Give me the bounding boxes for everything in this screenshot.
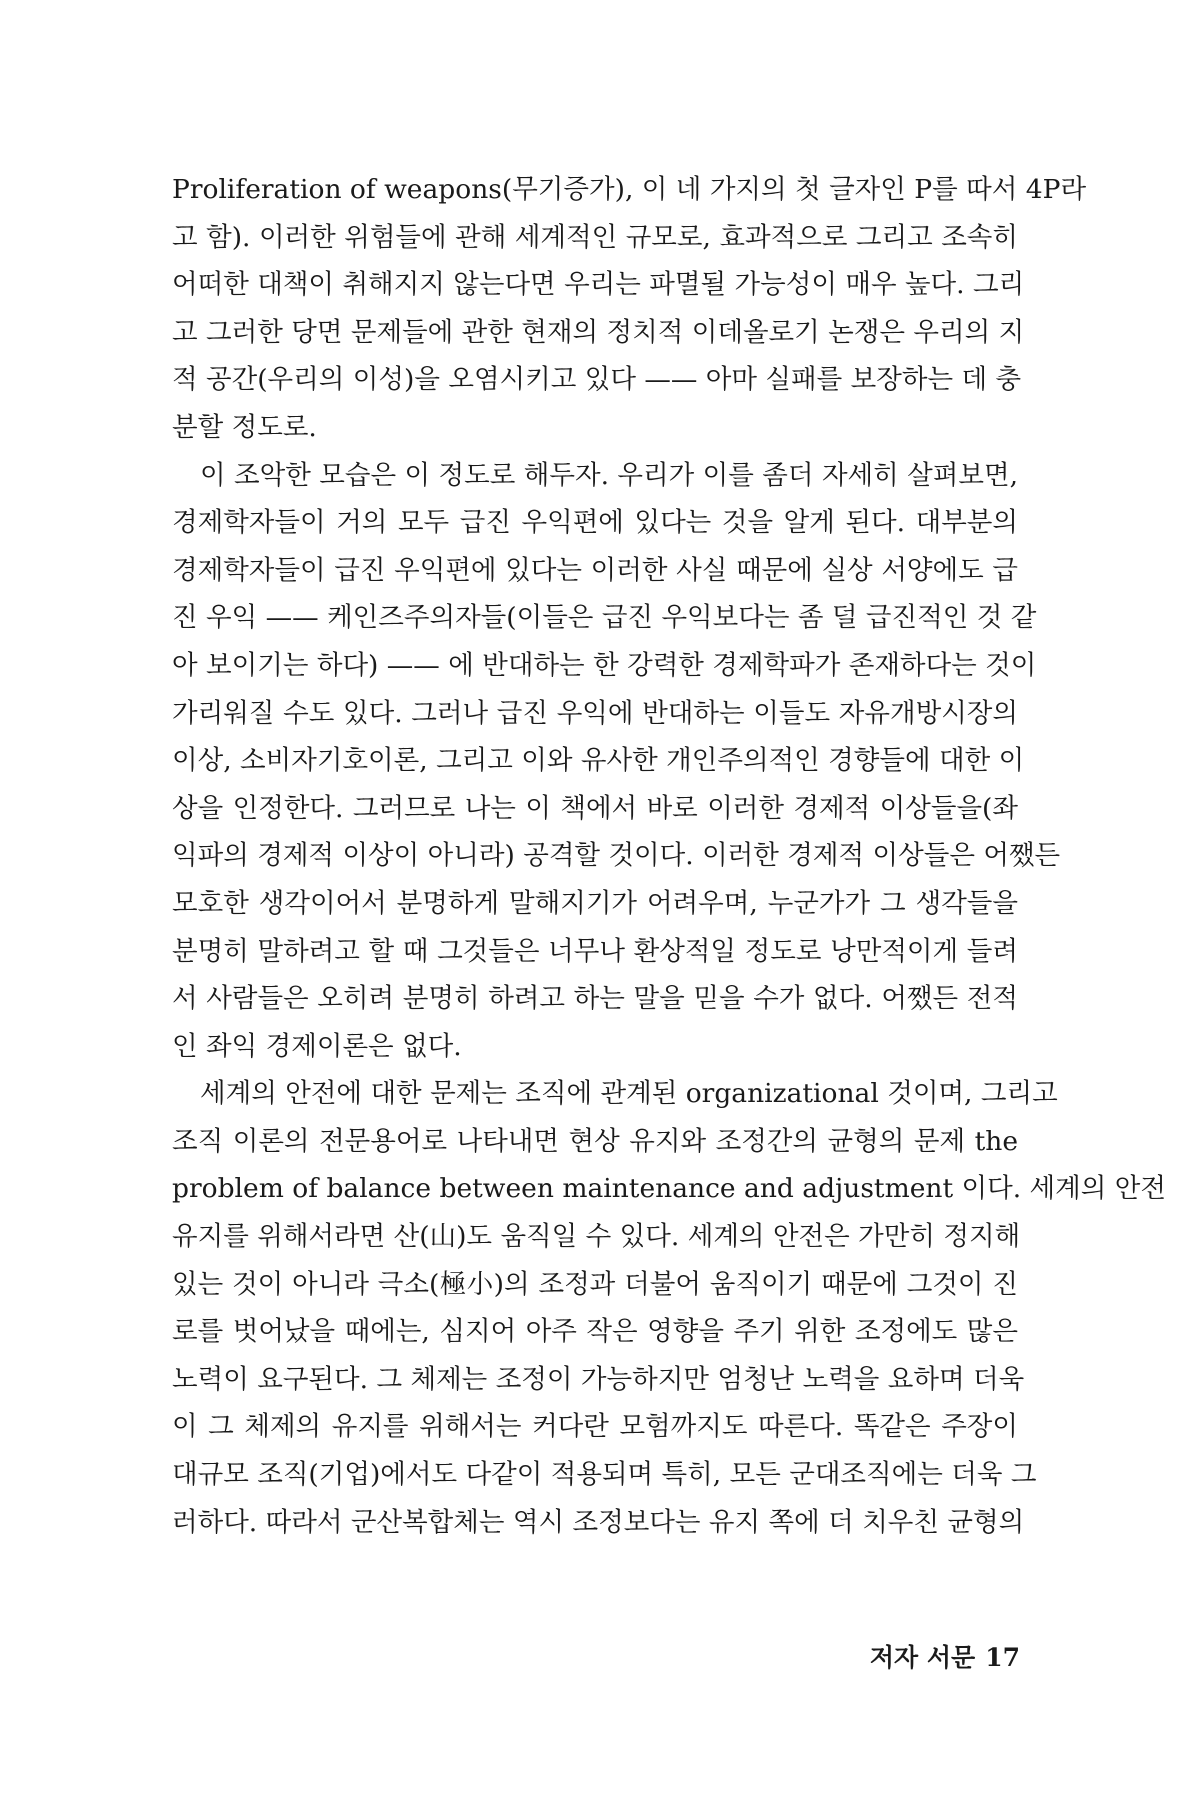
text-line: 세계의 안전에 대한 문제는 조직에 관계된 organizational 것이며, 그리고 xyxy=(200,1078,1058,1110)
text-line: 경제학자들이 급진 우익편에 있다는 이러한 사실 때문에 실상 서양에도 급 xyxy=(172,554,1018,586)
page-number: 17 xyxy=(985,1643,1020,1672)
text-line: 모호한 생각이어서 분명하게 말해지기가 어려우며, 누군가가 그 생각들을 xyxy=(172,887,1018,919)
text-line: 인 좌익 경제이론은 없다. xyxy=(172,1030,462,1062)
text-line: 노력이 요구된다. 그 체제는 조정이 가능하지만 엄청난 노력을 요하며 더욱 xyxy=(172,1363,1025,1395)
text-line: 진 우익 —— 케인즈주의자들(이들은 급진 우익보다는 좀 덜 급진적인 것 같 xyxy=(172,602,1037,634)
text-line: problem of balance between maintenance and adjustment 이다. 세계의 안전 xyxy=(172,1173,1166,1205)
text-line: 고 그러한 당면 문제들에 관한 현재의 정치적 이데올로기 논쟁은 우리의 지 xyxy=(172,316,1025,348)
text-line: 경제학자들이 거의 모두 급진 우익편에 있다는 것을 알게 된다. 대부분의 xyxy=(172,507,1018,539)
page-footer xyxy=(820,1638,1020,1674)
text-line: 대규모 조직(기업)에서도 다같이 적용되며 특히, 모든 군대조직에는 더욱 그 xyxy=(172,1459,1037,1491)
text-line: 이 그 체제의 유지를 위해서는 커다란 모험까지도 따른다. 똑같은 주장이 xyxy=(172,1411,1018,1443)
text-line: 상을 인정한다. 그러므로 나는 이 책에서 바로 이러한 경제적 이상들을(좌 xyxy=(172,792,1018,824)
text-line: 있는 것이 아니라 극소(極小)의 조정과 더불어 움직이기 때문에 그것이 진 xyxy=(172,1268,1018,1300)
text-line: 유지를 위해서라면 산(山)도 움직일 수 있다. 세계의 안전은 가만히 정지해 xyxy=(172,1221,1021,1253)
text-line: 고 함). 이러한 위험들에 관해 세계적인 규모로, 효과적으로 그리고 조속히 xyxy=(172,221,1018,253)
text-line: 조직 이론의 전문용어로 나타내면 현상 유지와 조정간의 균형의 문제 the xyxy=(172,1125,1018,1157)
text-line: 익파의 경제적 이상이 아니라) 공격할 것이다. 이러한 경제적 이상들은 어쨌든 xyxy=(172,840,1061,872)
body-text xyxy=(172,166,1166,1546)
text-line: 가리워질 수도 있다. 그러나 급진 우익에 반대하는 이들도 자유개방시장의 xyxy=(172,697,1018,729)
text-line: 분할 정도로. xyxy=(172,411,317,443)
text-line: 아 보이기는 하다) —— 에 반대하는 한 강력한 경제학파가 존재하다는 것이 xyxy=(172,649,1037,681)
text-line: 분명히 말하려고 할 때 그것들은 너무나 환상적일 정도로 낭만적이게 들려 xyxy=(172,935,1018,967)
text-line: 이상, 소비자기호이론, 그리고 이와 유사한 개인주의적인 경향들에 대한 이 xyxy=(172,745,1025,777)
text-line: 로를 벗어났을 때에는, 심지어 아주 작은 영향을 주기 위한 조정에도 많은 xyxy=(172,1316,1018,1348)
text-line: 러하다. 따라서 군산복합체는 역시 조정보다는 유지 쪽에 더 치우친 균형의 xyxy=(172,1506,1025,1538)
text-line: 적 공간(우리의 이성)을 오염시키고 있다 —— 아마 실패를 보장하는 데 충 xyxy=(172,364,1022,396)
text-line: Proliferation of weapons(무기증가), 이 네 가지의 첫 글자인 P를 따서 4P라 xyxy=(172,174,1087,205)
text-line: 서 사람들은 오히려 분명히 하려고 하는 말을 믿을 수가 없다. 어쨌든 전적 xyxy=(172,983,1018,1015)
text-line: 어떠한 대책이 취해지지 않는다면 우리는 파멸될 가능성이 매우 높다. 그리 xyxy=(172,269,1025,301)
text-line: 이 조악한 모습은 이 정도로 해두자. 우리가 이를 좀더 자세히 살펴보면, xyxy=(200,459,1018,491)
running-title: 저자 서문 xyxy=(869,1643,976,1672)
